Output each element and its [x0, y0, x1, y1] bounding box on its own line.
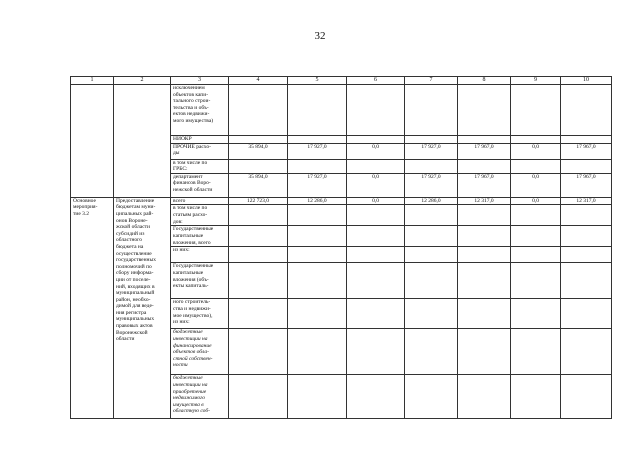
row-label: ного строитель- ства и недвижи- мое имущество), из них:	[171, 299, 229, 329]
column-number: 2	[114, 77, 171, 85]
column-number: 6	[347, 77, 405, 85]
table-row	[71, 85, 612, 136]
value-cell: 17 927,0	[288, 143, 347, 159]
column-number: 1	[71, 77, 114, 85]
row-label: бюджетные инвестиции на финансирование объектов обла- стной собствен- ности	[171, 329, 229, 375]
value-cell: 0,0	[347, 197, 405, 205]
value-cell: 12 317,0	[458, 197, 511, 205]
value-cell: 0,0	[511, 197, 561, 205]
value-cell: 17 967,0	[561, 173, 612, 197]
value-cell: 0,0	[347, 173, 405, 197]
column-number: 5	[288, 77, 347, 85]
value-cell: 35 894,0	[229, 173, 288, 197]
row-label: исключением объектов капи- тального строи- тельства и объ- ектов недвижи- мого имущества)	[171, 85, 229, 136]
value-cell: 0,0	[511, 173, 561, 197]
value-cell: 17 927,0	[405, 173, 458, 197]
row-label: Государственные капитальные вложения, всего	[171, 226, 229, 247]
value-cell: 122 723,0	[229, 197, 288, 205]
event-name: Основное мероприя- тие 3.2	[71, 197, 114, 419]
value-cell: 17 927,0	[405, 143, 458, 159]
value-cell: 12 317,0	[561, 197, 612, 205]
budget-table	[70, 76, 612, 419]
value-cell: 17 927,0	[288, 173, 347, 197]
row-label: бюджетные инвестиции на приобретение недвижимого имущества в областную соб-	[171, 375, 229, 419]
value-cell: 17 967,0	[561, 143, 612, 159]
value-cell: 17 967,0	[458, 173, 511, 197]
row-label: ПРОЧИЕ расхо- ды	[171, 143, 229, 159]
value-cell: 0,0	[511, 143, 561, 159]
column-number: 4	[229, 77, 288, 85]
event-name-cell	[71, 85, 114, 198]
row-label: в том числе по статьям расхо- дов:	[171, 205, 229, 226]
value-cell: 17 967,0	[458, 143, 511, 159]
value-cell: 12 286,0	[288, 197, 347, 205]
row-label: всего	[171, 197, 229, 205]
event-description-cell	[114, 85, 171, 198]
value-cell: 35 894,0	[229, 143, 288, 159]
column-number: 7	[405, 77, 458, 85]
column-number: 3	[171, 77, 229, 85]
row-label: НИОКР	[171, 136, 229, 144]
value-cell: 0,0	[347, 143, 405, 159]
row-label: департамент финансов Воро- нежской области	[171, 173, 229, 197]
column-number: 8	[458, 77, 511, 85]
value-cell: 12 286,0	[405, 197, 458, 205]
row-label: Государственные капитальные вложения (объ- екты капиталь-	[171, 263, 229, 299]
event-description: Предоставление бюджетам муни- ципальных рай- онов Вороне- жской области субсидий из областного бюджета на осуществление государственных полномочий по сбору информа- ции от поселе- ний, входящих в муниципальный район, необхо- димой для веде- ния регистра муниципальных правовых актов Воронежской области	[114, 197, 171, 419]
column-number: 10	[561, 77, 612, 85]
column-number: 9	[511, 77, 561, 85]
row-label: в том числе по ГРБС:	[171, 159, 229, 173]
row-label: из них:	[171, 247, 229, 263]
page-number: 32	[314, 30, 326, 42]
table-row	[71, 197, 612, 205]
column-number-row	[71, 77, 612, 85]
